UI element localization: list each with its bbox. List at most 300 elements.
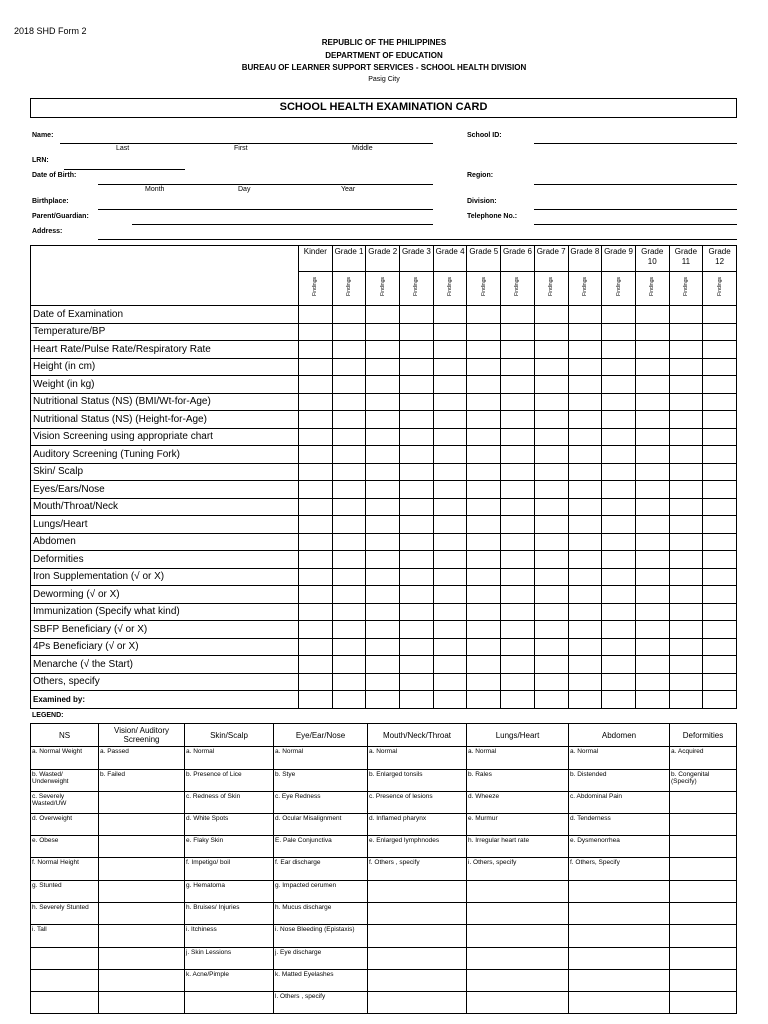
entry-cell[interactable] [467,306,501,324]
entry-cell[interactable] [635,306,669,324]
entry-cell[interactable] [332,568,366,586]
entry-cell[interactable] [433,393,467,411]
entry-cell[interactable] [669,341,703,359]
entry-cell[interactable] [635,516,669,534]
entry-cell[interactable] [433,586,467,604]
entry-cell[interactable] [534,691,568,709]
entry-cell[interactable] [501,621,535,639]
entry-cell[interactable] [400,411,434,429]
entry-cell[interactable] [602,568,636,586]
entry-cell[interactable] [433,323,467,341]
entry-cell[interactable] [400,358,434,376]
entry-cell[interactable] [568,411,602,429]
entry-cell[interactable] [433,621,467,639]
entry-cell[interactable] [332,498,366,516]
entry-cell[interactable] [669,673,703,691]
entry-cell[interactable] [534,656,568,674]
entry-cell[interactable] [669,481,703,499]
entry-cell[interactable] [568,498,602,516]
entry-cell[interactable] [400,656,434,674]
entry-cell[interactable] [635,323,669,341]
entry-cell[interactable] [299,376,333,394]
entry-cell[interactable] [332,341,366,359]
entry-cell[interactable] [501,411,535,429]
entry-cell[interactable] [467,603,501,621]
name-field[interactable] [60,143,433,144]
entry-cell[interactable] [299,603,333,621]
entry-cell[interactable] [366,446,400,464]
entry-cell[interactable] [534,306,568,324]
entry-cell[interactable] [703,358,737,376]
entry-cell[interactable] [400,481,434,499]
entry-cell[interactable] [635,481,669,499]
entry-cell[interactable] [433,638,467,656]
entry-cell[interactable] [299,341,333,359]
entry-cell[interactable] [703,533,737,551]
entry-cell[interactable] [635,568,669,586]
entry-cell[interactable] [669,551,703,569]
entry-cell[interactable] [635,341,669,359]
entry-cell[interactable] [703,446,737,464]
entry-cell[interactable] [400,446,434,464]
address-field[interactable] [98,239,737,240]
entry-cell[interactable] [501,481,535,499]
entry-cell[interactable] [433,376,467,394]
entry-cell[interactable] [534,621,568,639]
entry-cell[interactable] [433,411,467,429]
entry-cell[interactable] [501,691,535,709]
entry-cell[interactable] [433,341,467,359]
entry-cell[interactable] [568,656,602,674]
entry-cell[interactable] [299,516,333,534]
entry-cell[interactable] [366,533,400,551]
entry-cell[interactable] [534,411,568,429]
entry-cell[interactable] [602,656,636,674]
entry-cell[interactable] [400,498,434,516]
entry-cell[interactable] [467,463,501,481]
entry-cell[interactable] [568,673,602,691]
entry-cell[interactable] [501,306,535,324]
entry-cell[interactable] [501,323,535,341]
entry-cell[interactable] [635,463,669,481]
entry-cell[interactable] [669,691,703,709]
entry-cell[interactable] [366,341,400,359]
entry-cell[interactable] [602,446,636,464]
entry-cell[interactable] [703,551,737,569]
entry-cell[interactable] [703,568,737,586]
entry-cell[interactable] [433,358,467,376]
entry-cell[interactable] [467,393,501,411]
entry-cell[interactable] [299,446,333,464]
entry-cell[interactable] [669,411,703,429]
entry-cell[interactable] [366,376,400,394]
entry-cell[interactable] [366,516,400,534]
entry-cell[interactable] [433,463,467,481]
entry-cell[interactable] [669,603,703,621]
entry-cell[interactable] [400,306,434,324]
entry-cell[interactable] [366,656,400,674]
entry-cell[interactable] [635,656,669,674]
entry-cell[interactable] [501,638,535,656]
entry-cell[interactable] [400,638,434,656]
entry-cell[interactable] [467,411,501,429]
entry-cell[interactable] [669,498,703,516]
entry-cell[interactable] [332,411,366,429]
entry-cell[interactable] [568,428,602,446]
entry-cell[interactable] [299,551,333,569]
entry-cell[interactable] [602,551,636,569]
entry-cell[interactable] [703,306,737,324]
entry-cell[interactable] [433,551,467,569]
parent-field[interactable] [132,224,433,225]
entry-cell[interactable] [467,323,501,341]
division-field[interactable] [534,209,737,210]
entry-cell[interactable] [433,516,467,534]
entry-cell[interactable] [467,656,501,674]
entry-cell[interactable] [534,586,568,604]
entry-cell[interactable] [400,621,434,639]
entry-cell[interactable] [669,568,703,586]
entry-cell[interactable] [467,428,501,446]
entry-cell[interactable] [467,481,501,499]
entry-cell[interactable] [568,341,602,359]
entry-cell[interactable] [366,551,400,569]
entry-cell[interactable] [602,481,636,499]
entry-cell[interactable] [635,533,669,551]
entry-cell[interactable] [703,691,737,709]
entry-cell[interactable] [501,656,535,674]
entry-cell[interactable] [467,586,501,604]
entry-cell[interactable] [467,551,501,569]
entry-cell[interactable] [400,551,434,569]
entry-cell[interactable] [602,603,636,621]
entry-cell[interactable] [433,603,467,621]
entry-cell[interactable] [534,393,568,411]
entry-cell[interactable] [366,323,400,341]
entry-cell[interactable] [433,533,467,551]
entry-cell[interactable] [467,498,501,516]
entry-cell[interactable] [534,533,568,551]
entry-cell[interactable] [299,463,333,481]
entry-cell[interactable] [602,393,636,411]
entry-cell[interactable] [299,428,333,446]
entry-cell[interactable] [332,656,366,674]
dob-field[interactable] [98,184,433,185]
entry-cell[interactable] [534,376,568,394]
entry-cell[interactable] [635,358,669,376]
entry-cell[interactable] [703,516,737,534]
entry-cell[interactable] [299,498,333,516]
entry-cell[interactable] [602,498,636,516]
entry-cell[interactable] [568,533,602,551]
entry-cell[interactable] [400,393,434,411]
entry-cell[interactable] [400,603,434,621]
entry-cell[interactable] [467,446,501,464]
entry-cell[interactable] [635,603,669,621]
entry-cell[interactable] [703,341,737,359]
entry-cell[interactable] [534,323,568,341]
entry-cell[interactable] [568,638,602,656]
entry-cell[interactable] [400,691,434,709]
entry-cell[interactable] [534,603,568,621]
entry-cell[interactable] [433,691,467,709]
entry-cell[interactable] [433,446,467,464]
entry-cell[interactable] [467,621,501,639]
entry-cell[interactable] [433,673,467,691]
entry-cell[interactable] [332,551,366,569]
entry-cell[interactable] [703,586,737,604]
entry-cell[interactable] [332,638,366,656]
entry-cell[interactable] [366,498,400,516]
entry-cell[interactable] [669,428,703,446]
entry-cell[interactable] [467,341,501,359]
entry-cell[interactable] [534,551,568,569]
entry-cell[interactable] [703,428,737,446]
entry-cell[interactable] [568,393,602,411]
entry-cell[interactable] [433,656,467,674]
entry-cell[interactable] [332,533,366,551]
entry-cell[interactable] [669,656,703,674]
entry-cell[interactable] [669,621,703,639]
entry-cell[interactable] [366,481,400,499]
entry-cell[interactable] [400,586,434,604]
entry-cell[interactable] [669,306,703,324]
entry-cell[interactable] [635,586,669,604]
entry-cell[interactable] [467,638,501,656]
entry-cell[interactable] [534,568,568,586]
entry-cell[interactable] [534,358,568,376]
entry-cell[interactable] [366,306,400,324]
entry-cell[interactable] [366,586,400,604]
entry-cell[interactable] [568,621,602,639]
entry-cell[interactable] [366,411,400,429]
entry-cell[interactable] [366,428,400,446]
entry-cell[interactable] [602,341,636,359]
entry-cell[interactable] [568,463,602,481]
entry-cell[interactable] [534,673,568,691]
entry-cell[interactable] [568,586,602,604]
entry-cell[interactable] [602,586,636,604]
entry-cell[interactable] [332,446,366,464]
entry-cell[interactable] [400,323,434,341]
entry-cell[interactable] [501,358,535,376]
entry-cell[interactable] [568,691,602,709]
entry-cell[interactable] [501,428,535,446]
entry-cell[interactable] [568,516,602,534]
entry-cell[interactable] [635,393,669,411]
entry-cell[interactable] [400,463,434,481]
entry-cell[interactable] [299,568,333,586]
entry-cell[interactable] [703,481,737,499]
entry-cell[interactable] [332,358,366,376]
entry-cell[interactable] [703,603,737,621]
entry-cell[interactable] [501,516,535,534]
entry-cell[interactable] [635,691,669,709]
entry-cell[interactable] [703,323,737,341]
entry-cell[interactable] [400,341,434,359]
entry-cell[interactable] [703,463,737,481]
entry-cell[interactable] [467,568,501,586]
entry-cell[interactable] [501,463,535,481]
entry-cell[interactable] [534,516,568,534]
entry-cell[interactable] [299,638,333,656]
entry-cell[interactable] [366,673,400,691]
entry-cell[interactable] [501,376,535,394]
entry-cell[interactable] [703,376,737,394]
entry-cell[interactable] [568,358,602,376]
entry-cell[interactable] [501,446,535,464]
entry-cell[interactable] [635,428,669,446]
telephone-field[interactable] [534,224,737,225]
entry-cell[interactable] [501,603,535,621]
entry-cell[interactable] [299,621,333,639]
entry-cell[interactable] [703,411,737,429]
entry-cell[interactable] [332,323,366,341]
entry-cell[interactable] [467,516,501,534]
entry-cell[interactable] [635,551,669,569]
entry-cell[interactable] [366,358,400,376]
birthplace-field[interactable] [98,209,433,210]
entry-cell[interactable] [568,446,602,464]
entry-cell[interactable] [400,428,434,446]
entry-cell[interactable] [669,376,703,394]
entry-cell[interactable] [467,376,501,394]
entry-cell[interactable] [568,481,602,499]
entry-cell[interactable] [669,516,703,534]
entry-cell[interactable] [602,691,636,709]
region-field[interactable] [534,184,737,185]
entry-cell[interactable] [568,376,602,394]
entry-cell[interactable] [602,358,636,376]
entry-cell[interactable] [635,638,669,656]
entry-cell[interactable] [635,621,669,639]
entry-cell[interactable] [669,358,703,376]
entry-cell[interactable] [534,463,568,481]
entry-cell[interactable] [366,621,400,639]
entry-cell[interactable] [332,393,366,411]
entry-cell[interactable] [433,498,467,516]
entry-cell[interactable] [299,481,333,499]
entry-cell[interactable] [534,341,568,359]
entry-cell[interactable] [703,393,737,411]
entry-cell[interactable] [467,691,501,709]
entry-cell[interactable] [467,533,501,551]
entry-cell[interactable] [433,306,467,324]
entry-cell[interactable] [332,586,366,604]
entry-cell[interactable] [602,306,636,324]
entry-cell[interactable] [332,673,366,691]
entry-cell[interactable] [568,603,602,621]
entry-cell[interactable] [669,533,703,551]
entry-cell[interactable] [400,533,434,551]
entry-cell[interactable] [332,463,366,481]
entry-cell[interactable] [602,621,636,639]
entry-cell[interactable] [433,568,467,586]
entry-cell[interactable] [602,463,636,481]
entry-cell[interactable] [703,638,737,656]
entry-cell[interactable] [568,568,602,586]
entry-cell[interactable] [366,463,400,481]
entry-cell[interactable] [703,621,737,639]
entry-cell[interactable] [332,376,366,394]
entry-cell[interactable] [299,411,333,429]
entry-cell[interactable] [501,393,535,411]
entry-cell[interactable] [602,428,636,446]
entry-cell[interactable] [501,568,535,586]
entry-cell[interactable] [602,673,636,691]
entry-cell[interactable] [635,446,669,464]
entry-cell[interactable] [433,481,467,499]
entry-cell[interactable] [501,586,535,604]
entry-cell[interactable] [332,481,366,499]
entry-cell[interactable] [602,323,636,341]
school-id-field[interactable] [534,143,737,144]
entry-cell[interactable] [534,638,568,656]
entry-cell[interactable] [332,621,366,639]
entry-cell[interactable] [534,481,568,499]
entry-cell[interactable] [703,673,737,691]
entry-cell[interactable] [366,603,400,621]
entry-cell[interactable] [400,516,434,534]
entry-cell[interactable] [669,323,703,341]
entry-cell[interactable] [299,691,333,709]
entry-cell[interactable] [400,376,434,394]
entry-cell[interactable] [568,551,602,569]
entry-cell[interactable] [299,673,333,691]
entry-cell[interactable] [299,306,333,324]
entry-cell[interactable] [366,638,400,656]
entry-cell[interactable] [669,446,703,464]
entry-cell[interactable] [433,428,467,446]
entry-cell[interactable] [602,533,636,551]
entry-cell[interactable] [669,586,703,604]
entry-cell[interactable] [332,516,366,534]
entry-cell[interactable] [703,498,737,516]
entry-cell[interactable] [366,691,400,709]
entry-cell[interactable] [635,411,669,429]
entry-cell[interactable] [602,376,636,394]
entry-cell[interactable] [299,393,333,411]
lrn-field[interactable] [64,169,185,170]
entry-cell[interactable] [332,691,366,709]
entry-cell[interactable] [635,673,669,691]
entry-cell[interactable] [602,411,636,429]
entry-cell[interactable] [366,393,400,411]
entry-cell[interactable] [467,358,501,376]
entry-cell[interactable] [602,516,636,534]
entry-cell[interactable] [400,568,434,586]
entry-cell[interactable] [669,463,703,481]
entry-cell[interactable] [635,376,669,394]
entry-cell[interactable] [467,673,501,691]
entry-cell[interactable] [501,551,535,569]
entry-cell[interactable] [366,568,400,586]
entry-cell[interactable] [501,533,535,551]
entry-cell[interactable] [400,673,434,691]
entry-cell[interactable] [568,306,602,324]
entry-cell[interactable] [332,428,366,446]
entry-cell[interactable] [534,498,568,516]
entry-cell[interactable] [703,656,737,674]
entry-cell[interactable] [299,358,333,376]
entry-cell[interactable] [501,673,535,691]
entry-cell[interactable] [332,306,366,324]
entry-cell[interactable] [299,656,333,674]
entry-cell[interactable] [568,323,602,341]
entry-cell[interactable] [299,533,333,551]
entry-cell[interactable] [669,638,703,656]
entry-cell[interactable] [669,393,703,411]
